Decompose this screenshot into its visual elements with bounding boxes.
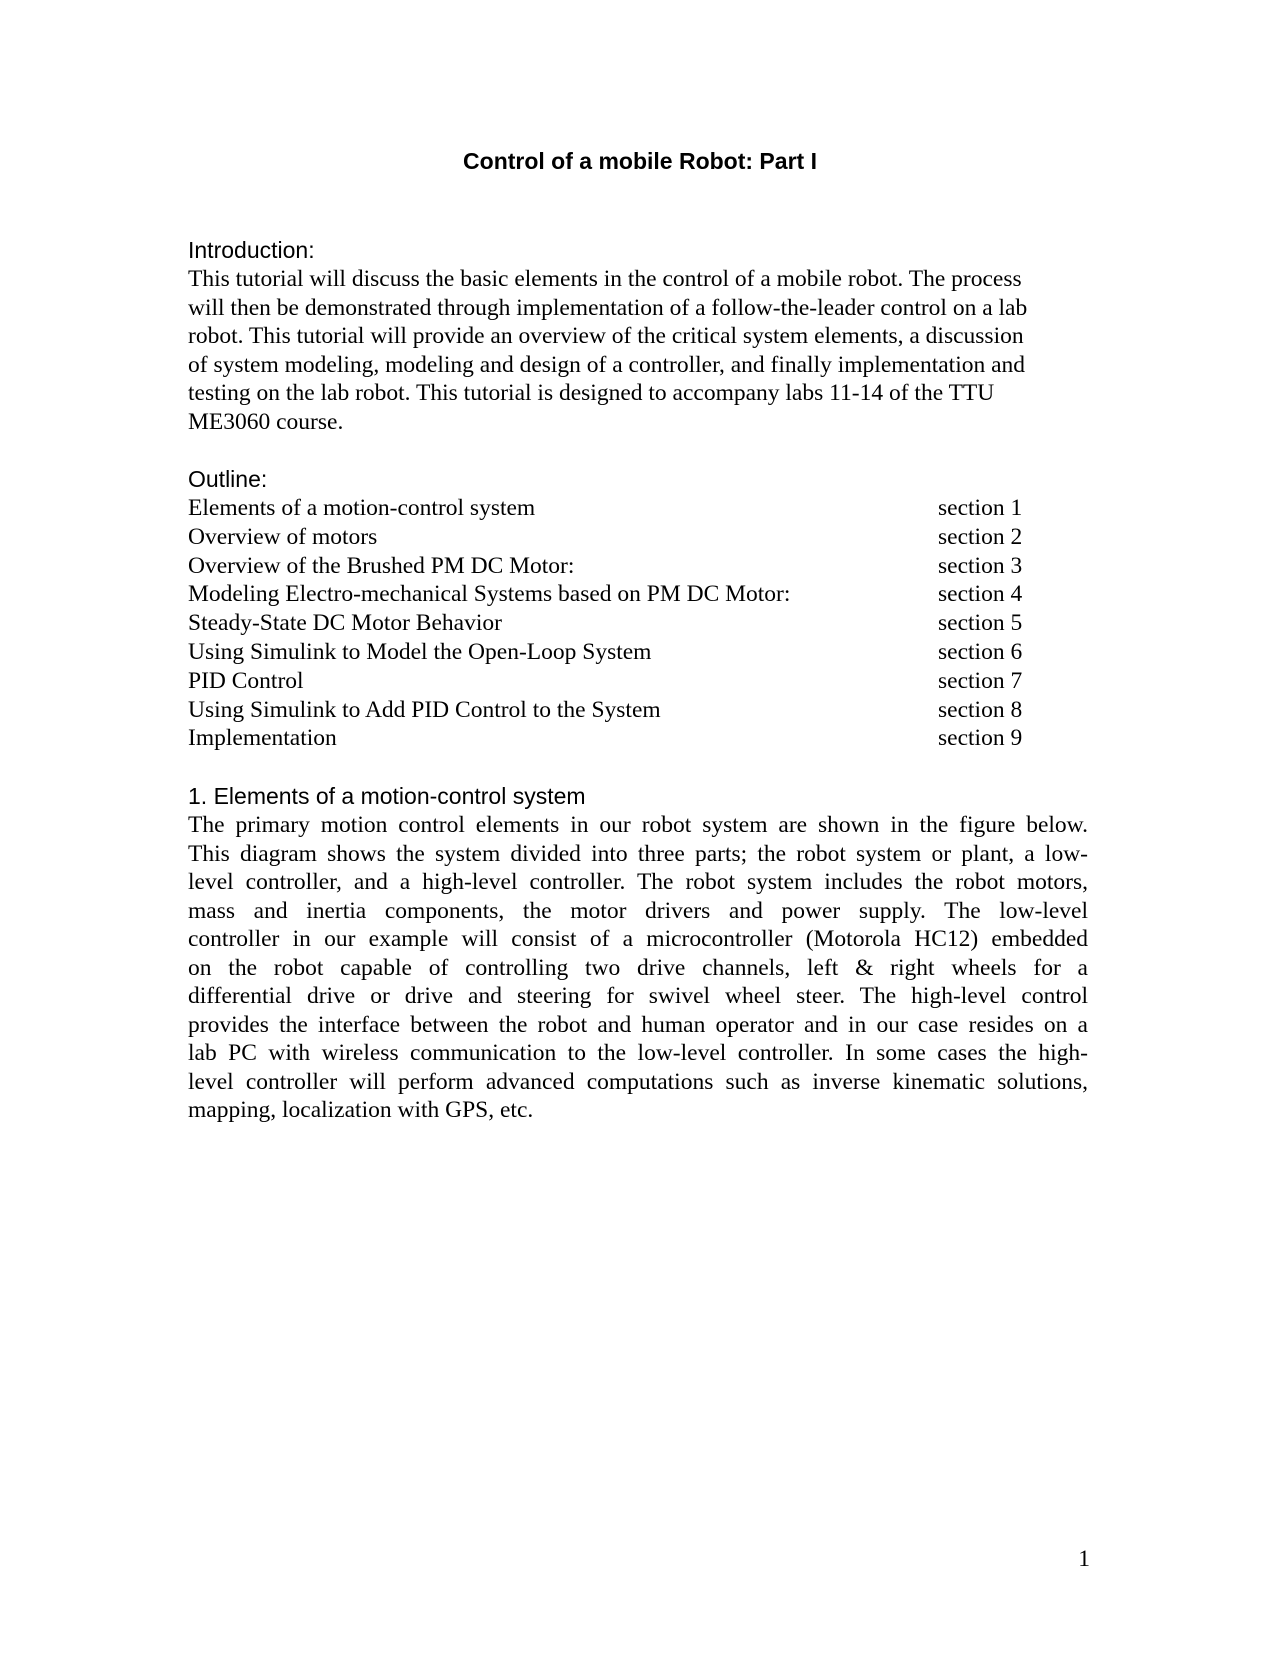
outline-item — [188, 523, 1088, 552]
outline-section-ref: section 6 — [938, 638, 1023, 665]
paragraph-line: mapping, localization with GPS, etc. — [188, 1097, 534, 1123]
paragraph-line: robot. This tutorial will provide an overview of the critical system elements, a discussion — [188, 323, 1024, 349]
introduction-paragraph — [188, 265, 1088, 436]
outline-item — [188, 638, 1088, 667]
outline-topic: Implementation — [188, 725, 337, 752]
outline-section-ref: section 7 — [938, 667, 1023, 694]
outline-topic: Overview of the Brushed PM DC Motor: — [188, 552, 575, 579]
paragraph-line: of system modeling, modeling and design of a controller, and finally implementation and — [188, 351, 1026, 378]
page-title: Control of a mobile Robot: Part I — [463, 148, 817, 174]
outline-topic: PID Control — [188, 667, 304, 694]
outline-item — [188, 609, 1088, 638]
introduction-heading: Introduction: — [188, 237, 315, 263]
outline-topic: Modeling Electro-mechanical Systems based on PM DC Motor: — [188, 581, 791, 608]
paragraph-line: mass and inertia components, the motor drivers and power supply. The low-level — [188, 897, 1088, 924]
outline-section-ref: section 9 — [938, 725, 1023, 752]
outline-section-ref: section 5 — [938, 610, 1023, 637]
outline-item — [188, 552, 1088, 581]
paragraph-line: ME3060 course. — [188, 408, 344, 435]
paragraph-line: will then be demonstrated through implementation of a follow-the-leader control on a lab — [188, 294, 1028, 321]
paragraph-line: on the robot capable of controlling two drive channels, left & right wheels for a — [188, 954, 1088, 981]
outline-item — [188, 494, 1088, 523]
outline-list — [188, 494, 1088, 753]
outline-topic: Overview of motors — [188, 523, 378, 550]
paragraph-line: This diagram shows the system divided into three parts; the robot system or plant, a low- — [188, 840, 1088, 867]
paragraph-line: differential drive or drive and steering for swivel wheel steer. The high-level control — [188, 983, 1088, 1009]
outline-heading: Outline: — [188, 466, 268, 492]
outline-item — [188, 696, 1088, 725]
section-1-paragraph — [188, 811, 1088, 1125]
outline-item — [188, 667, 1088, 696]
outline-item — [188, 580, 1088, 609]
paragraph-line: This tutorial will discuss the basic elements in the control of a mobile robot. The process — [188, 266, 1022, 292]
paragraph-line: provides the interface between the robot and human operator and in our case resides on a — [188, 1011, 1088, 1038]
paragraph-line: level controller will perform advanced computations such as inverse kinematic solutions, — [188, 1068, 1088, 1095]
paragraph-line: testing on the lab robot. This tutorial is designed to accompany labs 11-14 of the TTU — [188, 380, 995, 406]
paragraph-line: level controller, and a high-level controller. The robot system includes the robot motors, — [188, 869, 1088, 895]
paragraph-line: controller in our example will consist of a microcontroller (Motorola HC12) embedded — [188, 926, 1088, 952]
outline-section-ref: section 2 — [938, 523, 1023, 550]
outline-topic: Using Simulink to Add PID Control to the System — [188, 696, 661, 723]
outline-section-ref: section 3 — [938, 552, 1023, 579]
outline-topic: Steady-State DC Motor Behavior — [188, 610, 502, 637]
page-number: 1 — [1078, 1546, 1090, 1572]
outline-item — [188, 724, 1088, 753]
section-1-heading: 1. Elements of a motion-control system — [188, 783, 586, 809]
outline-section-ref: section 1 — [938, 495, 1023, 521]
paragraph-line: The primary motion control elements in our robot system are shown in the figure below. — [188, 812, 1088, 838]
outline-section-ref: section 8 — [938, 696, 1023, 723]
outline-section-ref: section 4 — [938, 581, 1023, 608]
outline-topic: Using Simulink to Model the Open-Loop System — [188, 638, 652, 665]
outline-topic: Elements of a motion-control system — [188, 495, 536, 521]
paragraph-line: lab PC with wireless communication to the low-level controller. In some cases the high- — [188, 1040, 1088, 1066]
